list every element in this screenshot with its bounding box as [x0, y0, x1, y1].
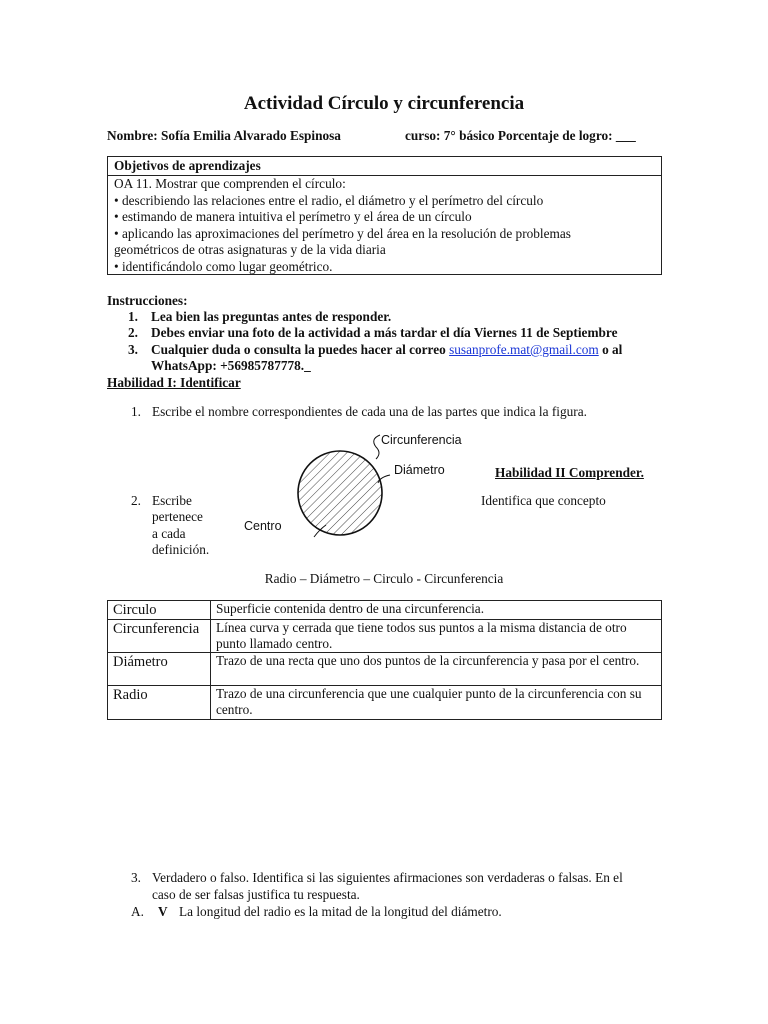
label-centro: Centro	[244, 519, 282, 533]
term-cell: Radio	[108, 686, 211, 720]
objective-line: • estimando de manera intuitiva el perímetro y el área de un círculo	[114, 209, 472, 225]
table-row	[108, 686, 662, 720]
item-text: La longitud del radio es la mitad de la longitud del diámetro.	[179, 904, 502, 919]
question-number: 2.	[131, 493, 141, 508]
question-text-line: caso de ser falsas justifica tu respuesta.	[152, 887, 360, 902]
instruction-text-part: Cualquier duda o consulta la puedes hacer al correo	[151, 342, 446, 357]
skill2-heading: Habilidad II Comprender.	[495, 465, 644, 480]
definition-cell: Línea curva y cerrada que tiene todos sus puntos a la misma distancia de otro punto llamado centro.	[211, 620, 662, 653]
word-bank: Radio – Diámetro – Circulo - Circunferencia	[264, 571, 504, 586]
table-row	[108, 601, 662, 620]
hatched-circle	[290, 445, 390, 545]
table-row	[108, 620, 662, 653]
instructions-heading: Instrucciones:	[107, 293, 188, 308]
question-text-line: a cada	[152, 526, 186, 541]
instruction-text-part: o al	[602, 342, 623, 357]
definition-cell: Trazo de una circunferencia que une cualquier punto de la circunferencia con su centro.	[211, 686, 662, 720]
instruction-text: Lea bien las preguntas antes de responder.	[151, 309, 392, 324]
course-line: curso: 7° básico Porcentaje de logro: ___	[405, 128, 636, 143]
question-text-line: pertenece	[152, 509, 203, 524]
skill1-heading: Habilidad I: Identificar	[107, 375, 241, 390]
objective-line: • describiendo las relaciones entre el radio, el diámetro y el perímetro del círculo	[114, 192, 544, 208]
instruction-text: Debes enviar una foto de la actividad a más tardar el día Viernes 11 de Septiembre	[151, 325, 618, 340]
instruction-number: 1.	[128, 309, 138, 324]
objective-line: • aplicando las aproximaciones del perímetro y del área en la resolución de problemas	[114, 225, 571, 241]
term-cell: Circulo	[108, 601, 211, 620]
objective-line: • identificándolo como lugar geométrico.	[114, 258, 333, 274]
definition-cell: Superficie contenida dentro de una circunferencia.	[211, 601, 662, 620]
objectives-heading: Objetivos de aprendizajes	[108, 157, 661, 176]
definitions-table	[107, 600, 662, 720]
item-answer: V	[158, 904, 168, 919]
label-circunferencia: Circunferencia	[381, 433, 462, 447]
student-name: Nombre: Sofía Emilia Alvarado Espinosa	[107, 128, 341, 143]
circunferencia-pointer	[374, 435, 380, 459]
term-cell: Circunferencia	[108, 620, 211, 653]
term-cell: Diámetro	[108, 653, 211, 686]
question-text-line: Verdadero o falso. Identifica si las siguientes afirmaciones son verdaderas o falsas. En el	[152, 870, 623, 885]
question-number: 3.	[131, 870, 141, 885]
whatsapp-line: WhatsApp: +56985787778._	[151, 358, 311, 373]
page-title: Actividad Círculo y circunferencia	[243, 93, 525, 114]
email-link[interactable]: susanprofe.mat@gmail.com	[449, 342, 599, 357]
skill2-instruction: Identifica que concepto	[481, 493, 606, 508]
item-letter: A.	[131, 904, 144, 919]
objective-line: OA 11. Mostrar que comprenden el círculo:	[114, 176, 346, 191]
instruction-number: 2.	[128, 325, 138, 340]
table-row	[108, 653, 662, 686]
objectives-box	[107, 156, 662, 275]
instruction-number: 3.	[128, 342, 138, 357]
question-text-line: definición.	[152, 542, 210, 557]
objective-line: geométricos de otras asignaturas y de la vida diaria	[114, 242, 386, 258]
question-text-line: Escribe	[152, 493, 192, 508]
question-text: Escribe el nombre correspondientes de cada una de las partes que indica la figura.	[152, 404, 587, 419]
objectives-list	[114, 176, 657, 276]
label-diametro: Diámetro	[394, 463, 445, 477]
instruction-text	[151, 342, 622, 359]
question-number: 1.	[131, 404, 141, 419]
definition-cell: Trazo de una recta que uno dos puntos de la circunferencia y pasa por el centro.	[211, 653, 662, 686]
